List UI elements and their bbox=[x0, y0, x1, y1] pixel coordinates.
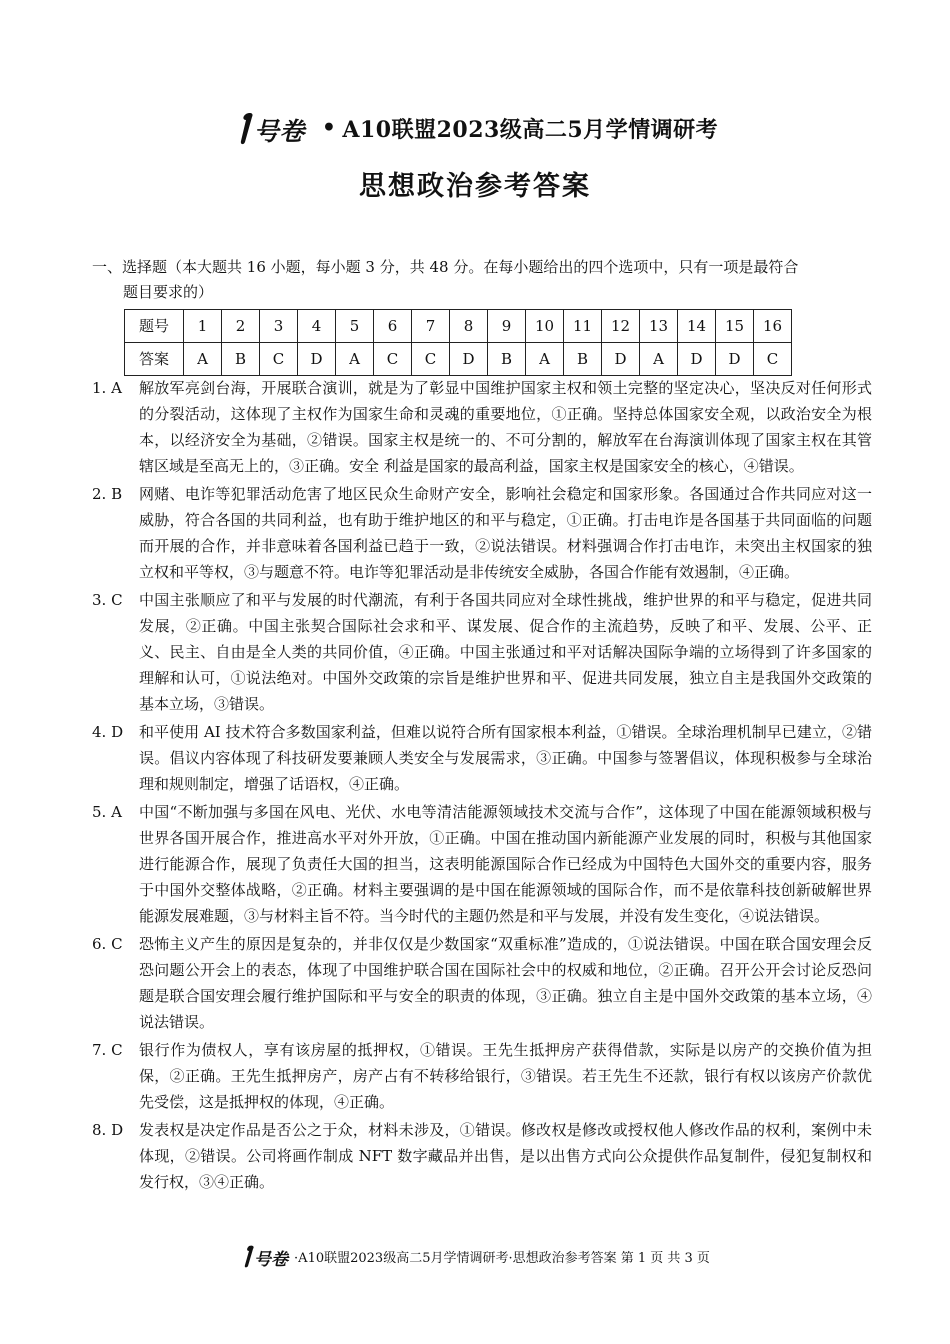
answer-cell: D bbox=[716, 343, 754, 376]
answer-item bbox=[92, 719, 872, 797]
title-separator: • bbox=[321, 115, 337, 141]
answer-explanation: 和平使用 AI 技术符合多数国家利益，但难以说符合所有国家根本利益，①错误。全球治理机制早已建立，②错误。倡议内容体现了科技研发要兼顾人类安全与发展需求，③正确。中国参与签署倡议，体现积极参与全球治理和规则制定，增强了话语权，④正确。 bbox=[139, 723, 872, 793]
answer-key: 7. C bbox=[92, 1041, 123, 1059]
answer-item bbox=[92, 587, 872, 717]
section-instructions bbox=[92, 255, 872, 305]
footer-text: ·A10联盟2023级高二5月学情调研考·思想政治参考答案 第 1 页 共 3 页 bbox=[294, 1250, 710, 1266]
multiple-choice-section bbox=[92, 255, 872, 376]
footer-brand-name: 号卷 bbox=[254, 1250, 289, 1270]
answer-header: 答案 bbox=[125, 343, 184, 376]
question-number-cell: 16 bbox=[754, 310, 792, 343]
question-number-cell: 12 bbox=[602, 310, 640, 343]
answer-cell: B bbox=[564, 343, 602, 376]
answer-cell: C bbox=[374, 343, 412, 376]
section-instructions-line1: 一、选择题（本大题共 16 小题，每小题 3 分，共 48 分。在每小题给出的四个选项中，只有一项是最符合 bbox=[92, 258, 799, 276]
answer-cell: B bbox=[222, 343, 260, 376]
page-header bbox=[0, 108, 950, 203]
section-instructions-line2: 题目要求的） bbox=[123, 283, 214, 301]
answer-explanation: 网赌、电诈等犯罪活动危害了地区民众生命财产安全，影响社会稳定和国家形象。各国通过合作共同应对这一威胁，符合各国的共同利益，也有助于维护地区的和平与稳定，①正确。打击电诈是各国基于共同面临的问题而开展的合作，并非意味着各国利益已趋于一致，②说法错误。材料强调合作打击电诈，未突出主权国家的独立权和平等权，③与题意不符。电诈等犯罪活动是非传统安全威胁，各国合作能有效遏制，④正确。 bbox=[139, 485, 872, 581]
question-number-cell: 3 bbox=[260, 310, 298, 343]
question-number-cell: 4 bbox=[298, 310, 336, 343]
answer-explanation: 中国主张顺应了和平与发展的时代潮流，有利于各国共同应对全球性挑战，维护世界的和平与稳定，促进共同发展，②正确。中国主张契合国际社会求和平、谋发展、促合作的主流趋势，反映了和平、发展、公平、正义、民主、自由是全人类的共同价值，④正确。中国主张通过和平对话解决国际争端的立场得到了许多国家的理解和认可，①说法绝对。中国外交政策的宗旨是维护世界和平、促进共同发展，独立自主是我国外交政策的基本立场，③错误。 bbox=[139, 591, 872, 713]
question-number-cell: 6 bbox=[374, 310, 412, 343]
answer-row bbox=[125, 343, 792, 376]
answer-item bbox=[92, 1037, 872, 1115]
question-number-cell: 15 bbox=[716, 310, 754, 343]
answer-cell: D bbox=[450, 343, 488, 376]
answer-key: 6. C bbox=[92, 935, 123, 953]
answer-item bbox=[92, 799, 872, 929]
answer-key: 1. A bbox=[92, 379, 122, 397]
answer-key: 5. A bbox=[92, 803, 122, 821]
answer-explanation: 解放军亮剑台海，开展联合演训，就是为了彰显中国维护国家主权和领土完整的坚定决心，坚决反对任何形式的分裂活动，这体现了主权作为国家生命和灵魂的重要地位，①正确。坚持总体国家安全观，以政治安全为根本，以经济安全为基础，②错误。国家主权是统一的、不可分割的，解放军在台海演训体现了国家主权在其管辖区域是至高无上的，③正确。安全 利益是国家的最高利益，国家主权是国家安全的核心，④错误。 bbox=[139, 379, 872, 475]
answer-explanation: 银行作为债权人，享有该房屋的抵押权，①错误。王先生抵押房产获得借款，实际是以房产的交换价值为担保，②正确。王先生抵押房产，房产占有不转移给银行，③错误。若王先生不还款，银行有权以该房产价款优先受偿，这是抵押权的体现，④正确。 bbox=[139, 1041, 872, 1111]
answer-key: 2. B bbox=[92, 485, 123, 503]
answer-item bbox=[92, 481, 872, 585]
answer-explanation: 中国“不断加强与多国在风电、光伏、水电等清洁能源领域技术交流与合作”，这体现了中国在能源领域积极与世界各国开展合作，推进高水平对外开放，①正确。中国在推动国内新能源产业发展的同时，积极与其他国家进行能源合作，展现了负责任大国的担当，这表明能源国际合作已经成为中国特色大国外交的重要内容，服务于中国外交整体战略，②正确。材料主要强调的是中国在能源领域的国际合作，而不是依靠科技创新破解世界能源发展难题，③与材料主旨不符。当今时代的主题仍然是和平与发展，并没有发生变化，④说法错误。 bbox=[139, 803, 872, 925]
answer-explanation: 恐怖主义产生的原因是复杂的，并非仅仅是少数国家“双重标准”造成的，①说法错误。中国在联合国安理会反恐问题公开会上的表态，体现了中国维护联合国在国际社会中的权威和地位，②正确。召开公开会讨论反恐问题是联合国安理会履行维护国际和平与安全的职责的体现，③正确。独立自主是中国外交政策的基本立场，④说法错误。 bbox=[139, 935, 872, 1031]
question-number-cell: 5 bbox=[336, 310, 374, 343]
answer-cell: C bbox=[412, 343, 450, 376]
page-footer bbox=[0, 1242, 950, 1274]
answer-cell: D bbox=[678, 343, 716, 376]
answer-key: 8. D bbox=[92, 1121, 124, 1139]
answer-table bbox=[124, 309, 792, 376]
answer-cell: B bbox=[488, 343, 526, 376]
answer-item bbox=[92, 1117, 872, 1195]
answer-cell: A bbox=[336, 343, 374, 376]
question-number-cell: 11 bbox=[564, 310, 602, 343]
question-number-cell: 13 bbox=[640, 310, 678, 343]
answer-cell: A bbox=[184, 343, 222, 376]
question-number-cell: 14 bbox=[678, 310, 716, 343]
answer-cell: D bbox=[602, 343, 640, 376]
question-number-cell: 7 bbox=[412, 310, 450, 343]
question-number-cell: 8 bbox=[450, 310, 488, 343]
answer-key: 4. D bbox=[92, 723, 124, 741]
question-number-cell: 2 bbox=[222, 310, 260, 343]
exam-title-line bbox=[232, 108, 718, 148]
footer-line bbox=[240, 1242, 710, 1270]
question-number-header: 题号 bbox=[125, 310, 184, 343]
brand-name: 号卷 bbox=[253, 117, 305, 146]
answer-item bbox=[92, 375, 872, 479]
question-number-cell: 10 bbox=[526, 310, 564, 343]
answer-cell: A bbox=[526, 343, 564, 376]
answer-item bbox=[92, 931, 872, 1035]
footer-brand-logo bbox=[240, 1242, 290, 1270]
question-number-row bbox=[125, 310, 792, 343]
answer-explanation: 发表权是决定作品是否公之于众，材料未涉及，①错误。修改权是修改或授权他人修改作品的权利，案例中未体现，②错误。公司将画作制成 NFT 数字藏品并出售，是以出售方式向公众提供作品复制件，侵犯复制权和发行权，③④正确。 bbox=[139, 1121, 872, 1191]
question-number-cell: 1 bbox=[184, 310, 222, 343]
document-title: 思想政治参考答案 bbox=[359, 171, 591, 202]
brand-logo bbox=[232, 108, 316, 148]
answer-cell: C bbox=[260, 343, 298, 376]
exam-title: A10联盟2023级高二5月学情调研考 bbox=[342, 116, 719, 143]
answer-cell: A bbox=[640, 343, 678, 376]
answer-key: 3. C bbox=[92, 591, 123, 609]
answer-explanations bbox=[92, 375, 872, 1197]
answer-cell: D bbox=[298, 343, 336, 376]
question-number-cell: 9 bbox=[488, 310, 526, 343]
answer-cell: C bbox=[754, 343, 792, 376]
